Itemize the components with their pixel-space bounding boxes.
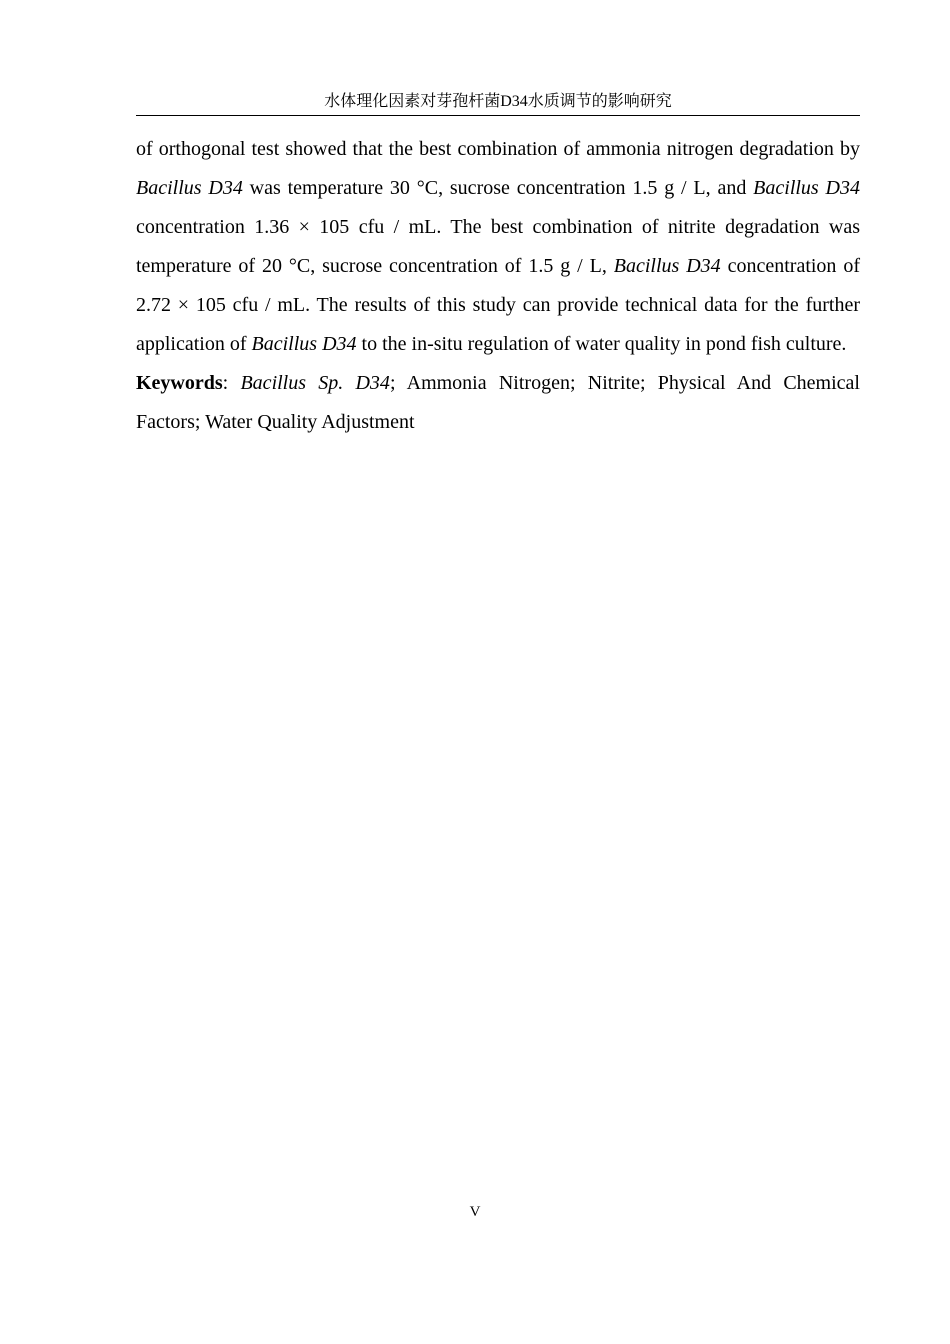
species-name: Bacillus D34 [753,177,860,199]
page-number: V [469,1204,481,1220]
abstract-segment: to the in-situ regulation of water quality in pond fish culture. [356,333,847,355]
species-name: Bacillus D34 [136,177,243,199]
abstract-segment: was temperature 30 °C, sucrose concentration 1.5 g / L, and [242,177,754,199]
running-header-title: 水体理化因素对芽孢杆菌D34水质调节的影响研究 [324,93,672,110]
abstract-segment: concentration 1.36 × 105 cfu / mL. The best combination of nitrite degradation was temperature of 20 °C, sucrose concentration of 1.5 g / L, [136,216,860,277]
keyword-species: Bacillus Sp. D34 [240,372,390,394]
keywords-line [136,364,860,442]
abstract-segment: of orthogonal test showed that the best combination of ammonia nitrogen degradation by [136,138,860,160]
abstract-segment: concentration of 2.72 × 105 cfu / mL. The results of this study can provide technical data for the further application of [136,255,861,355]
keywords-separator: : [222,372,241,394]
abstract-paragraph [136,130,860,364]
running-header [136,92,860,116]
keywords-label: Keywords [136,372,223,394]
abstract-body [136,130,860,442]
species-name: Bacillus D34 [613,255,721,277]
keywords-list: ; Ammonia Nitrogen; Nitrite; Physical And Chemical Factors; Water Quality Adjustment [136,372,860,433]
species-name: Bacillus D34 [251,333,357,355]
